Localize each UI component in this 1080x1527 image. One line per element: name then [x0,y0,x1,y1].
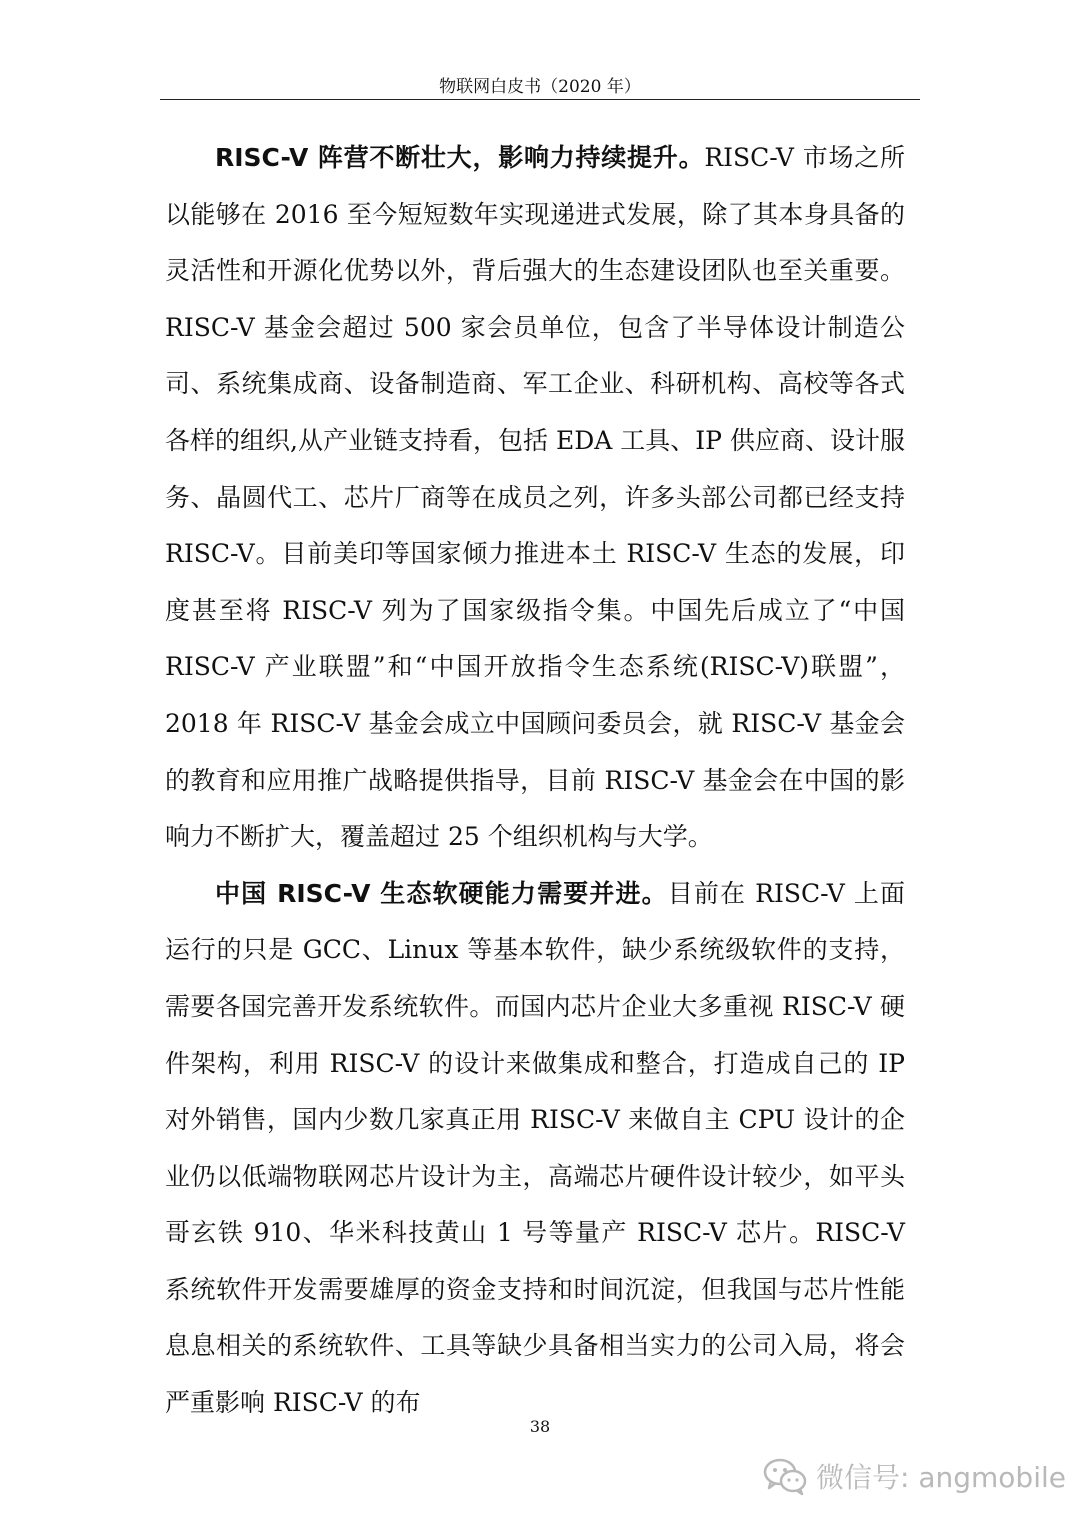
paragraph-body: RISC-V 市场之所以能够在 2016 至今短短数年实现递进式发展，除了其本身具备的灵活性和开源化优势以外，背后强大的生态建设团队也至关重要。RISC-V 基金会超过 500 家会员单位，包含了半导体设计制造公司、系统集成商、设备制造商、军工企业、科研机构、高校等各式各样的组织,从产业链支持看，包括 EDA 工具、IP 供应商、设计服务、晶圆代工、芯片厂商等在成员之列，许多头部公司都已经支持 RISC-V。目前美印等国家倾力推进本土 RISC-V 生态的发展，印度甚至将 RISC-V 列为了国家级指令集。中国先后成立了“中国 RISC-V 产业联盟”和“中国开放指令生态系统(RISC-V)联盟”，2018 年 RISC-V 基金会成立中国顾问委员会，就 RISC-V 基金会的教育和应用推广战略提供指导，目前 RISC-V 基金会在中国的影响力不断扩大，覆盖超过 25 个组织机构与大学。 [165,143,905,852]
paragraph-risc-v-ecosystem [165,130,905,866]
watermark-text: 微信号: angmobile [816,1461,1066,1494]
body-text [165,130,905,1432]
paragraph-china-risc-v [165,866,905,1432]
header-rule [160,99,920,100]
page-number: 38 [529,1417,551,1436]
paragraph-lead: 中国 RISC-V 生态软硬能力需要并进。 [215,878,668,908]
paragraph-lead: RISC-V 阵营不断壮大，影响力持续提升。 [215,143,705,172]
wechat-watermark [762,1452,1066,1500]
wechat-icon [762,1456,808,1496]
paragraph-body: 目前在 RISC-V 上面运行的只是 GCC、Linux 等基本软件，缺少系统级软件的支持，需要各国完善开发系统软件。而国内芯片企业大多重视 RISC-V 硬件架构，利用 RISC-V 的设计来做集成和整合，打造成自己的 IP 对外销售，国内少数几家真正用 RISC-V 来做自主 CPU 设计的企业仍以低端物联网芯片设计为主，高端芯片硬件设计较少，如平头哥玄铁 910、华米科技黄山 1 号等量产 RISC-V 芯片。RISC-V 系统软件开发需要雄厚的资金支持和时间沉淀，但我国与芯片性能息息相关的系统软件、工具等缺少具备相当实力的公司入局，将会严重影响 RISC-V 的布 [165,878,905,1418]
running-header: 物联网白皮书（2020 年） [439,77,641,97]
